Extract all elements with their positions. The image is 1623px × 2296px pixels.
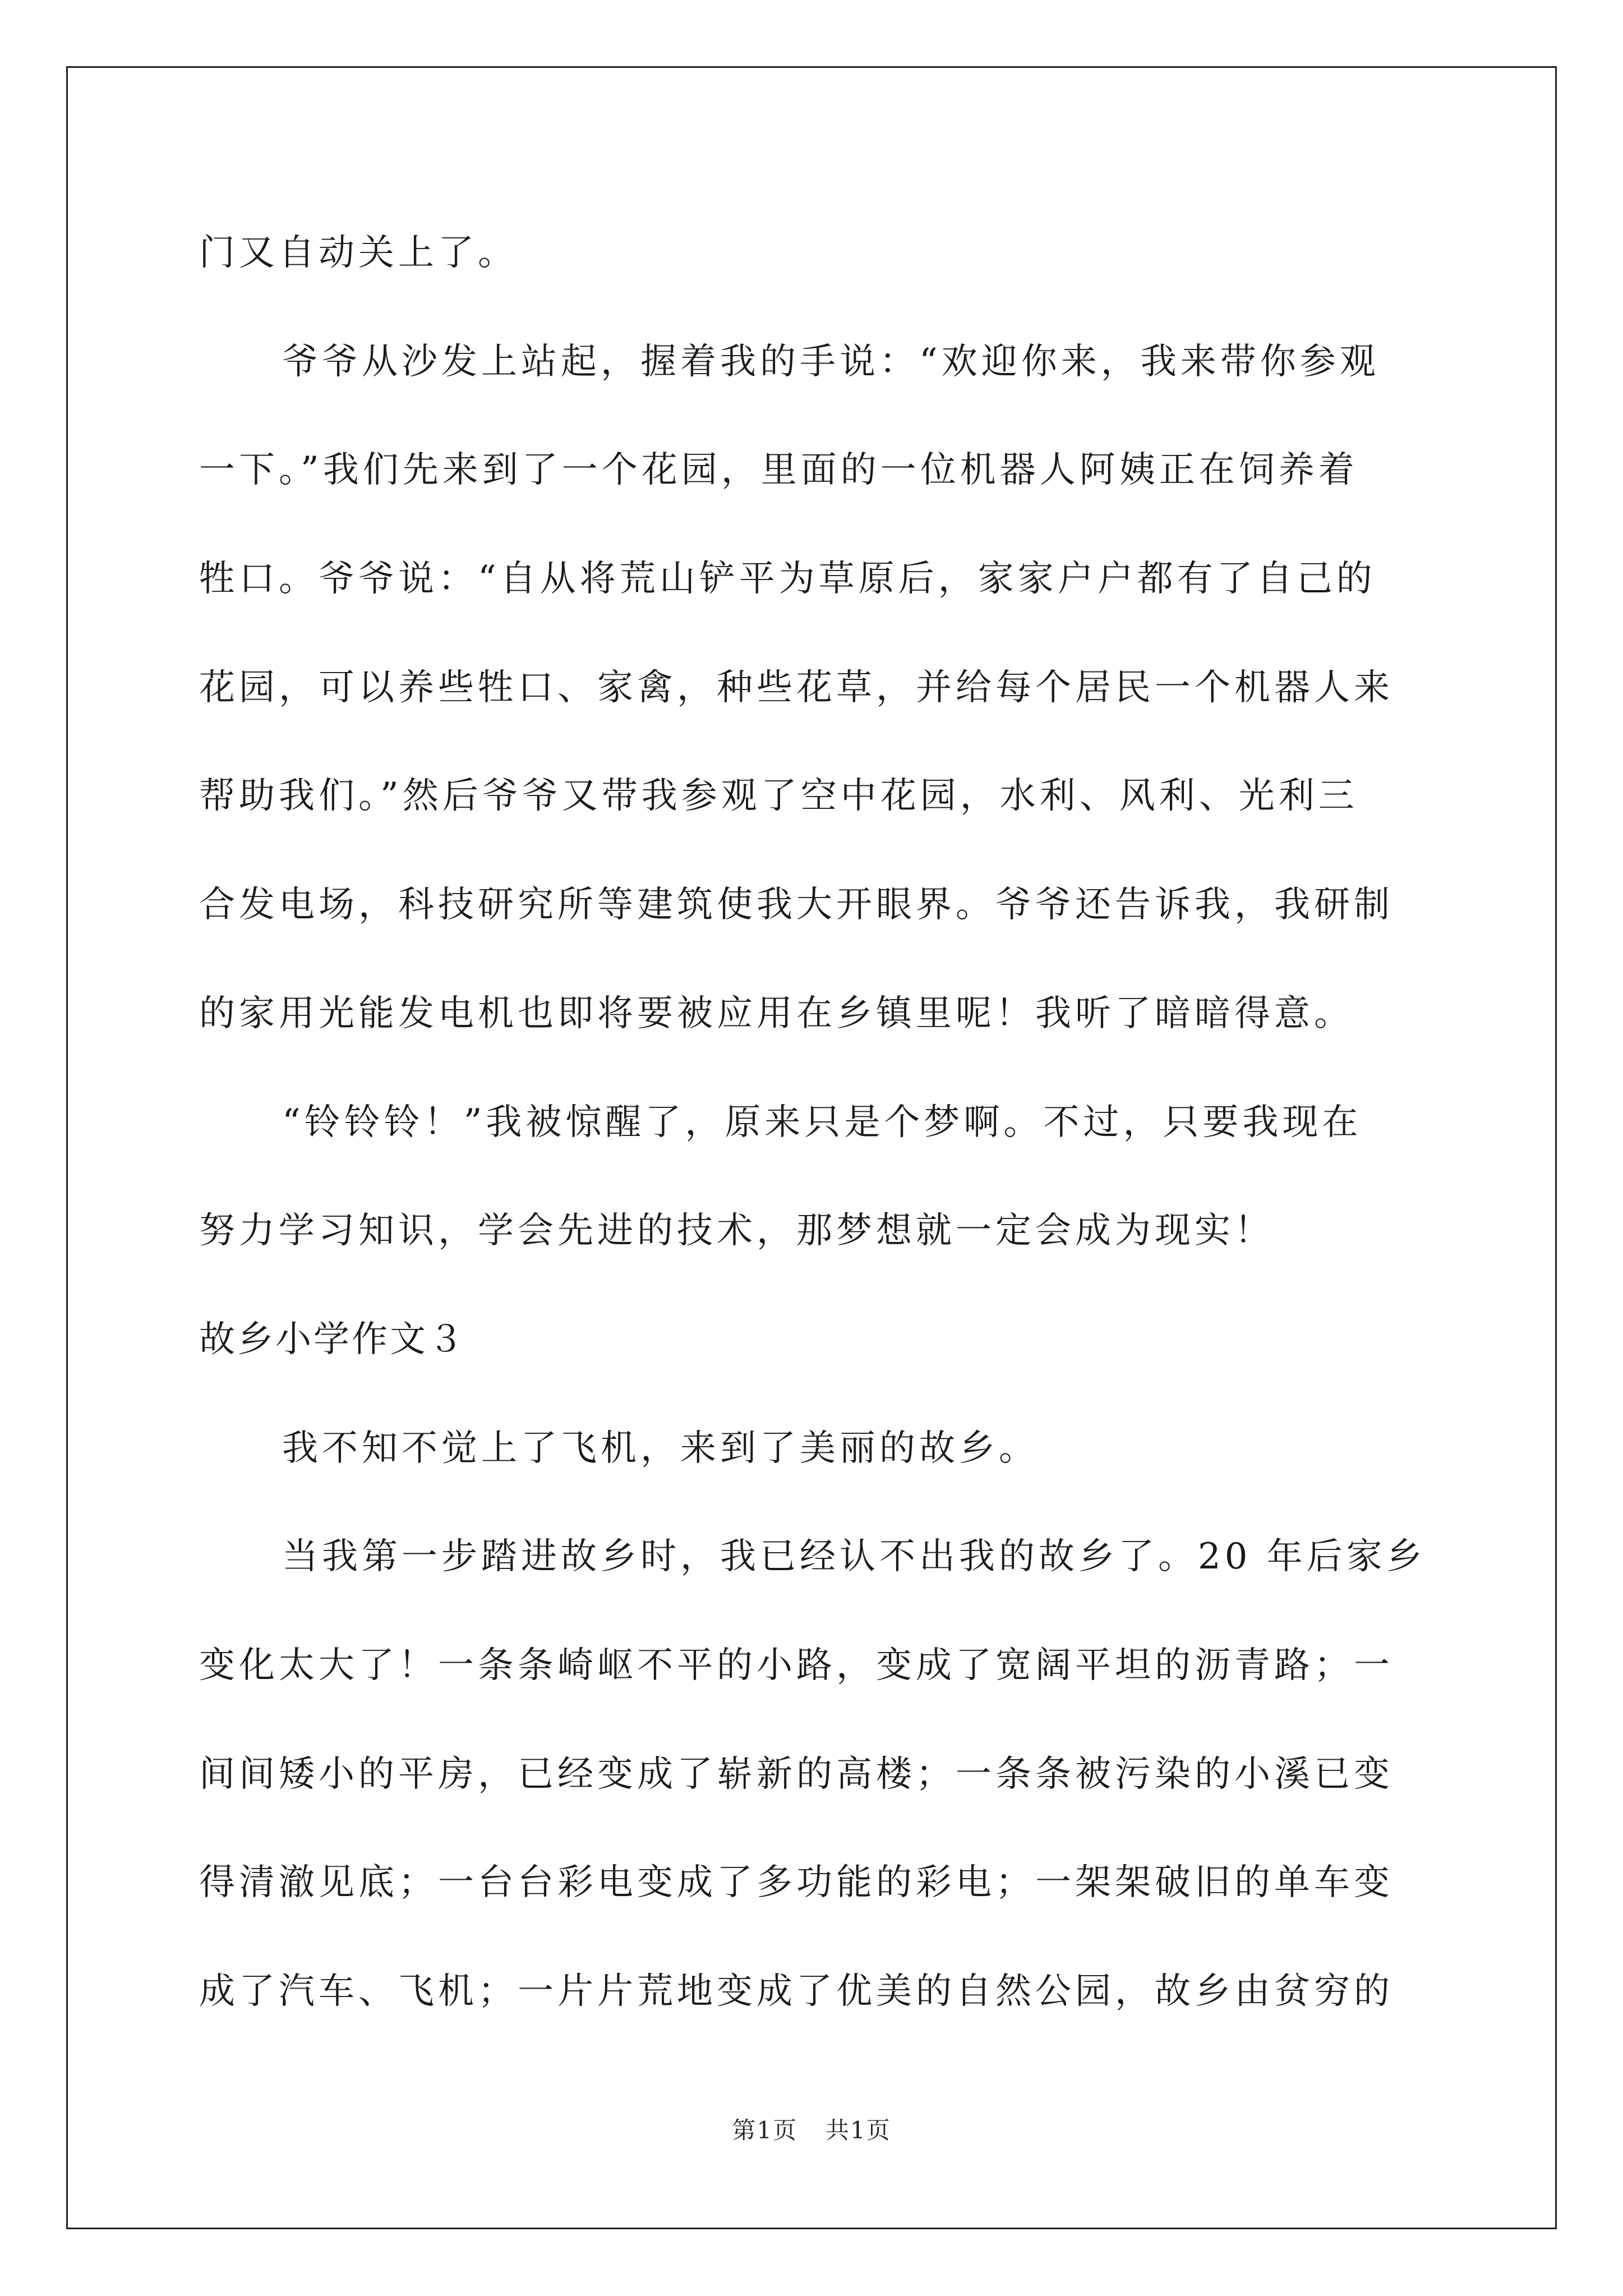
text-line: 我不知不觉上了飞机，来到了美丽的故乡。 bbox=[282, 1427, 1039, 1469]
text-line: 得清澈见底；一台台彩电变成了多功能的彩电；一架架破旧的单车变 bbox=[199, 1862, 1394, 1904]
text-line: 牲口。爷爷说：“自从将荒山铲平为草原后，家家户户都有了自己的 bbox=[199, 558, 1376, 600]
page-footer bbox=[0, 2112, 1623, 2146]
text-line: 成了汽车、飞机；一片片荒地变成了优美的自然公园，故乡由贫穷的 bbox=[199, 1971, 1394, 2012]
document-body bbox=[199, 199, 1433, 2046]
text-line: 一下。”我们先来到了一个花园，里面的一位机器人阿姨正在饲养着 bbox=[199, 449, 1358, 491]
section-heading: 故乡小学作文３ bbox=[199, 1318, 466, 1360]
text-line: 合发电场，科技研究所等建筑使我大开眼界。爷爷还告诉我，我研制 bbox=[199, 884, 1394, 926]
text-line: 努力学习知识，学会先进的技术，那梦想就一定会成为现实！ bbox=[199, 1210, 1274, 1252]
text-line: “铃铃铃！”我被惊醒了，原来只是个梦啊。不过，只要我现在 bbox=[282, 1101, 1362, 1143]
text-line: 变化太大了！一条条崎岖不平的小路，变成了宽阔平坦的沥青路；一 bbox=[199, 1644, 1394, 1686]
text-line: 门又自动关上了。 bbox=[199, 232, 518, 274]
text-line: 帮助我们。”然后爷爷又带我参观了空中花园，水利、风利、光利三 bbox=[199, 775, 1358, 817]
text-line: 间间矮小的平房，已经变成了崭新的高楼；一条条被污染的小溪已变 bbox=[199, 1753, 1394, 1795]
text-line: 爷爷从沙发上站起，握着我的手说：“欢迎你来，我来带你参观 bbox=[282, 341, 1380, 383]
page-number: 第1页 bbox=[732, 2116, 797, 2144]
page-total: 共1页 bbox=[826, 2116, 891, 2144]
text-line: 当我第一步踏进故乡时，我已经认不出我的故乡了。20 年后家乡 bbox=[282, 1536, 1426, 1578]
text-line: 花园，可以养些牲口、家禽，种些花草，并给每个居民一个机器人来 bbox=[199, 666, 1394, 708]
text-line: 的家用光能发电机也即将要被应用在乡镇里呢！我听了暗暗得意。 bbox=[199, 992, 1354, 1034]
